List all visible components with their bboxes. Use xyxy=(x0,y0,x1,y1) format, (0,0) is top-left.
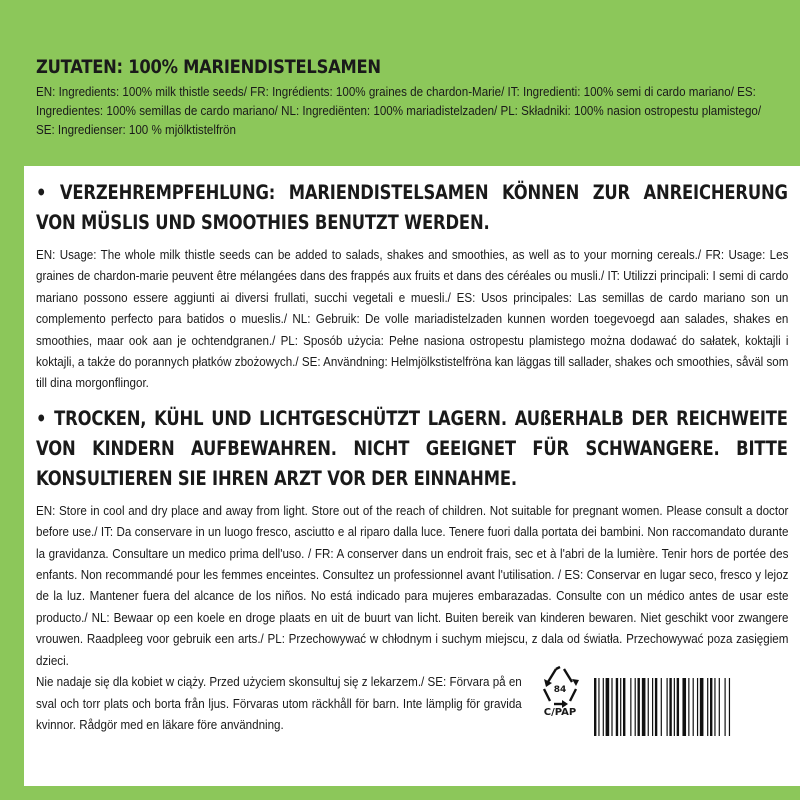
barcode-bar xyxy=(700,678,704,736)
barcode-bar xyxy=(674,678,675,736)
recycling-code: C/PAP xyxy=(543,707,577,718)
ingredients-title: ZUTATEN: 100% MARIENDISTELSAMEN xyxy=(36,56,381,78)
barcode-bar xyxy=(635,678,636,736)
barcode xyxy=(594,678,780,736)
barcode-bar xyxy=(667,678,668,736)
barcode-bar xyxy=(688,678,689,736)
barcode-bar xyxy=(652,678,653,736)
barcode-bar xyxy=(677,678,679,736)
recycling-number: 84 xyxy=(553,685,567,695)
barcode-bar xyxy=(606,678,610,736)
usage-heading: • VERZEHREMPFEHLUNG: MARIENDISTELSAMEN KÖNNEN ZUR ANREICHERUNG VON MÜSLIS UND SMOOTHIES BENUTZT WERDEN. xyxy=(36,181,788,234)
barcode-bar xyxy=(710,678,712,736)
barcode-bar xyxy=(725,678,726,736)
barcode-bar xyxy=(603,678,604,736)
barcode-bar xyxy=(669,678,671,736)
recycling-symbol xyxy=(532,663,588,727)
barcode-bar xyxy=(648,678,649,736)
info-panel xyxy=(24,166,800,786)
barcode-bar xyxy=(642,678,646,736)
barcode-bar xyxy=(682,678,686,736)
ingredients-section xyxy=(36,56,776,139)
barcode-bar xyxy=(729,678,730,736)
barcode-bar xyxy=(707,678,708,736)
usage-text: EN: Usage: The whole milk thistle seeds can be added to salads, shakes and smoothies, as well as to your morning cereals./ FR: Usage: Les graines de chardon-marie peuvent être mélangées dans des frappés aux fruits et dans des céréales ou musli./ IT: Utilizzi principali: I semi di cardo mariano possono essere aggiunti ai diversi frullati, succhi vegetali e muesli./ ES: Usos principales: Las semillas de cardo mariano son un complemento perfecto para batidos o mueslis./ NL: Gebruik: De volle mariadistelzaden kunnen worden toegevoegd aan salades, shakes en smoothies, maar ook aan je ochtendgranen./ PL: Sposób użycia: Pełne nasiona ostropestu plamistego można dodawać do sałatek, koktajli i koktajli, a także do porannych płatków zbożowych./ SE: Användning: Helmjölkstistelfröna kan läggas till sallader, shakes och smoothies, såväl som till dina morgonflingor. xyxy=(36,247,789,391)
storage-text: EN: Store in cool and dry place and away from light. Store out of the reach of children. Not suitable for pregnant women. Please consult a doctor before use./ IT: Da conservare in un luogo fresco, asciutto e al riparo dalla luce. Tenere fuori dalla portata dei bambini. Non raccomandato durante la gravidanza. Consultare un medico prima dell'uso. / FR: A conserver dans un endroit frais, sec et à l'abri de la lumière. Tenir hors de portée des enfants. Non recommandé pour les femmes enceintes. Consultez un professionnel avant l'utilisation. / ES: Conservar en lugar seco, fresco y lejoz de la luz. Mantener fuera del alcance de los niños. No está indicado para mujeres embarazadas. Consulte con un médico antes de usar este producto./ NL: Bewaar op een koele en droge plaats en uit de buurt van licht. Buiten bereik van kinderen bewaren. Niet geschikt voor zwangere vrouwen. Raadpleeg voor gebruik een arts./ PL: Przechowywać w chłodnym i suchym miejscu, z dala od światła. Przechowywać poza zasięgiem dzieci. xyxy=(36,502,789,668)
barcode-bar xyxy=(693,678,694,736)
ingredients-text: EN: Ingredients: 100% milk thistle seeds/ FR: Ingrédients: 100% graines de chardon-Marie/ IT: Ingredienti: 100% semi di cardo mariano/ ES: Ingredientes: 100% semillas de cardo mariano/ NL: Ingrediënten: 100% mariadistelzaden/ PL: Składniki: 100% nasion ostropestu plamistego/ SE: Ingredienser: 100 % mjölktistelfrön xyxy=(36,84,762,137)
barcode-bar xyxy=(598,678,599,736)
barcode-bar xyxy=(594,678,596,736)
barcode-bar xyxy=(630,678,631,736)
barcode-bar xyxy=(638,678,640,736)
barcode-bar xyxy=(620,678,621,736)
storage-text-continued: Nie nadaje się dla kobiet w ciąży. Przed użyciem skonsultuj się z lekarzem./ SE: Förvara på en sval och torr plats och borta från ljus. Förvaras utom räckhåll för barn. Inte lämplig för gravida kvinnor. Rådgör med en läkare före användning. xyxy=(36,674,522,732)
barcode-bar xyxy=(611,678,612,736)
barcode-bar xyxy=(623,678,625,736)
barcode-bar xyxy=(697,678,698,736)
barcode-bar xyxy=(655,678,657,736)
barcode-bar xyxy=(661,678,662,736)
barcode-bar xyxy=(719,678,720,736)
storage-heading: • TROCKEN, KÜHL UND LICHTGESCHÜTZT LAGERN. AUßERHALB DER REICHWEITE VON KINDERN AUFBEWAHREN. NICHT GEEIGNET FÜR SCHWANGERE. BITTE KONSULTIEREN SIE IHREN ARZT VOR DER EINNAHME. xyxy=(36,406,788,490)
barcode-bar xyxy=(616,678,618,736)
barcode-bar xyxy=(714,678,715,736)
